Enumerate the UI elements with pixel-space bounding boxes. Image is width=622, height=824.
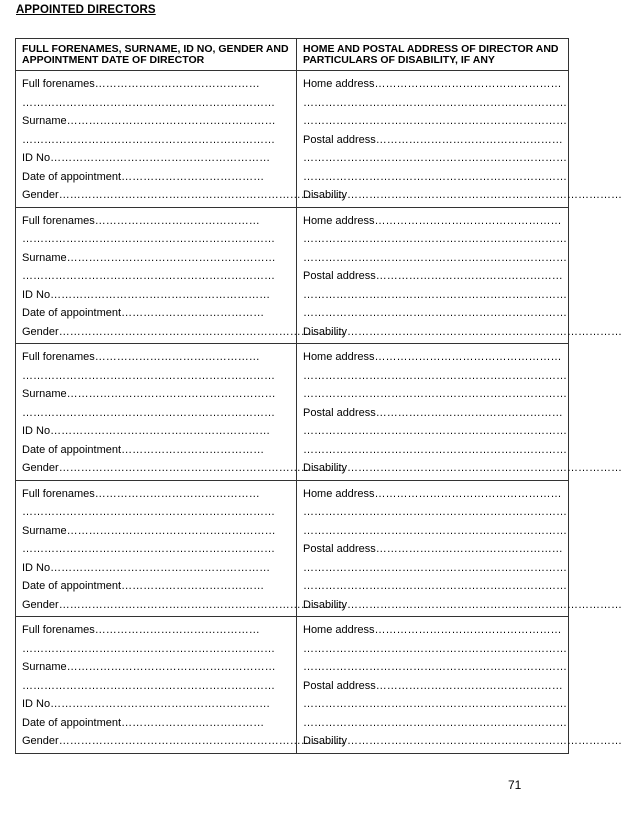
director-address-cell: [297, 617, 622, 754]
form-field-line[interactable]: Full forenames………………………………………: [22, 214, 260, 227]
form-field-line[interactable]: ………………………………………………………………: [303, 642, 567, 655]
form-field-line[interactable]: Date of appointment…………………………………: [22, 580, 265, 592]
director-record-row: [16, 71, 569, 208]
director-record-row: [16, 480, 569, 617]
form-field-line[interactable]: ……………………………………………………………: [22, 96, 275, 109]
directors-form-table: [15, 38, 622, 754]
form-field-line[interactable]: ……………………………………………………………: [22, 679, 275, 692]
form-field-line[interactable]: Home address……………………………………………: [303, 351, 562, 363]
form-field-line[interactable]: Postal address……………………………………………: [303, 133, 563, 146]
form-field-line[interactable]: Home address……………………………………………: [303, 624, 562, 636]
form-field-line[interactable]: ID No……………………………………………………: [22, 425, 271, 437]
form-field-line[interactable]: ……………………………………………………………: [22, 270, 275, 282]
form-field-line[interactable]: Full forenames………………………………………: [22, 351, 260, 363]
form-field-line[interactable]: Surname…………………………………………………: [22, 115, 276, 127]
form-field-line[interactable]: Home address……………………………………………: [303, 78, 562, 90]
form-field-line[interactable]: ………………………………………………………………: [303, 152, 567, 164]
director-details-cell: [16, 480, 345, 617]
form-field-line[interactable]: ………………………………………………………………: [303, 388, 567, 400]
header-row: [16, 39, 569, 71]
director-details-cell: [16, 617, 345, 754]
form-field-line[interactable]: Postal address……………………………………………: [303, 543, 563, 555]
form-field-line[interactable]: ID No……………………………………………………: [22, 561, 271, 574]
form-field-line[interactable]: ………………………………………………………………: [303, 506, 567, 518]
form-field-line[interactable]: ………………………………………………………………: [303, 288, 567, 301]
form-field-line[interactable]: ………………………………………………………………: [303, 170, 567, 183]
form-field-line[interactable]: Date of appointment…………………………………: [22, 443, 265, 456]
form-field-line[interactable]: Gender……………………………………………………………………: [22, 189, 345, 201]
form-field-line[interactable]: Home address……………………………………………: [303, 487, 562, 500]
form-field-line[interactable]: Gender……………………………………………………………………: [22, 735, 345, 747]
form-field-line[interactable]: ………………………………………………………………: [303, 716, 567, 729]
director-address-cell: [297, 207, 622, 344]
form-field-line[interactable]: ………………………………………………………………: [303, 96, 567, 109]
column-header-right: HOME AND POSTAL ADDRESS OF DIRECTOR AND PARTICULARS OF DISABILITY, IF ANY: [297, 39, 569, 71]
form-field-line[interactable]: ……………………………………………………………: [22, 642, 275, 655]
form-field-line[interactable]: Postal address……………………………………………: [303, 679, 563, 692]
form-field-line[interactable]: ………………………………………………………………: [303, 115, 567, 127]
form-field-line[interactable]: ………………………………………………………………: [303, 369, 567, 382]
form-field-line[interactable]: ………………………………………………………………: [303, 425, 567, 437]
form-field-line[interactable]: ID No……………………………………………………: [22, 152, 271, 164]
form-field-line[interactable]: Postal address……………………………………………: [303, 406, 563, 419]
form-field-line[interactable]: Disability…………………………………………………………………: [303, 598, 622, 611]
director-address-cell: [297, 344, 622, 481]
form-field-line[interactable]: ……………………………………………………………: [22, 233, 275, 245]
form-field-line[interactable]: Gender……………………………………………………………………: [22, 462, 345, 474]
form-field-line[interactable]: Gender……………………………………………………………………: [22, 598, 345, 611]
form-field-line[interactable]: Surname…………………………………………………: [22, 661, 276, 673]
page-number: 71: [508, 778, 522, 792]
director-details-cell: [16, 207, 345, 344]
director-record-row: [16, 344, 569, 481]
form-field-line[interactable]: ………………………………………………………………: [303, 233, 567, 245]
form-field-line[interactable]: ………………………………………………………………: [303, 661, 567, 673]
form-field-line[interactable]: ………………………………………………………………: [303, 307, 567, 319]
form-field-line[interactable]: Disability…………………………………………………………………: [303, 325, 622, 338]
director-details-cell: [16, 344, 345, 481]
form-field-line[interactable]: Disability…………………………………………………………………: [303, 735, 622, 747]
form-field-line[interactable]: ID No……………………………………………………: [22, 288, 271, 301]
form-field-line[interactable]: ………………………………………………………………: [303, 698, 567, 710]
page-heading: APPOINTED DIRECTORS: [16, 4, 156, 16]
form-field-line[interactable]: Postal address……………………………………………: [303, 270, 563, 282]
form-field-line[interactable]: ………………………………………………………………: [303, 443, 567, 456]
form-field-line[interactable]: Surname…………………………………………………: [22, 388, 276, 400]
form-field-line[interactable]: ……………………………………………………………: [22, 369, 275, 382]
director-address-cell: [297, 71, 622, 208]
form-field-line[interactable]: Disability…………………………………………………………………: [303, 189, 622, 201]
form-field-line[interactable]: Date of appointment…………………………………: [22, 170, 265, 183]
form-field-line[interactable]: ID No……………………………………………………: [22, 698, 271, 710]
form-field-line[interactable]: Surname…………………………………………………: [22, 524, 276, 537]
form-field-line[interactable]: Full forenames………………………………………: [22, 78, 260, 90]
form-field-line[interactable]: Date of appointment…………………………………: [22, 307, 265, 319]
form-field-line[interactable]: Full forenames………………………………………: [22, 487, 260, 500]
director-address-cell: [297, 480, 622, 617]
form-field-line[interactable]: Surname…………………………………………………: [22, 251, 276, 264]
form-field-line[interactable]: ………………………………………………………………: [303, 524, 567, 537]
form-field-line[interactable]: ………………………………………………………………: [303, 561, 567, 574]
form-field-line[interactable]: ……………………………………………………………: [22, 133, 275, 146]
director-record-row: [16, 207, 569, 344]
form-field-line[interactable]: ……………………………………………………………: [22, 406, 275, 419]
column-header-left: FULL FORENAMES, SURNAME, ID NO, GENDER AND APPOINTMENT DATE OF DIRECTOR: [16, 39, 297, 71]
form-field-line[interactable]: ………………………………………………………………: [303, 251, 567, 264]
form-field-line[interactable]: Disability…………………………………………………………………: [303, 462, 622, 474]
director-record-row: [16, 617, 569, 754]
form-field-line[interactable]: Full forenames………………………………………: [22, 624, 260, 636]
form-field-line[interactable]: Date of appointment…………………………………: [22, 716, 265, 729]
form-field-line[interactable]: ……………………………………………………………: [22, 543, 275, 555]
form-field-line[interactable]: ……………………………………………………………: [22, 506, 275, 518]
director-details-cell: [16, 71, 345, 208]
form-field-line[interactable]: ………………………………………………………………: [303, 580, 567, 592]
form-field-line[interactable]: Home address……………………………………………: [303, 214, 562, 227]
form-field-line[interactable]: Gender……………………………………………………………………: [22, 325, 345, 338]
